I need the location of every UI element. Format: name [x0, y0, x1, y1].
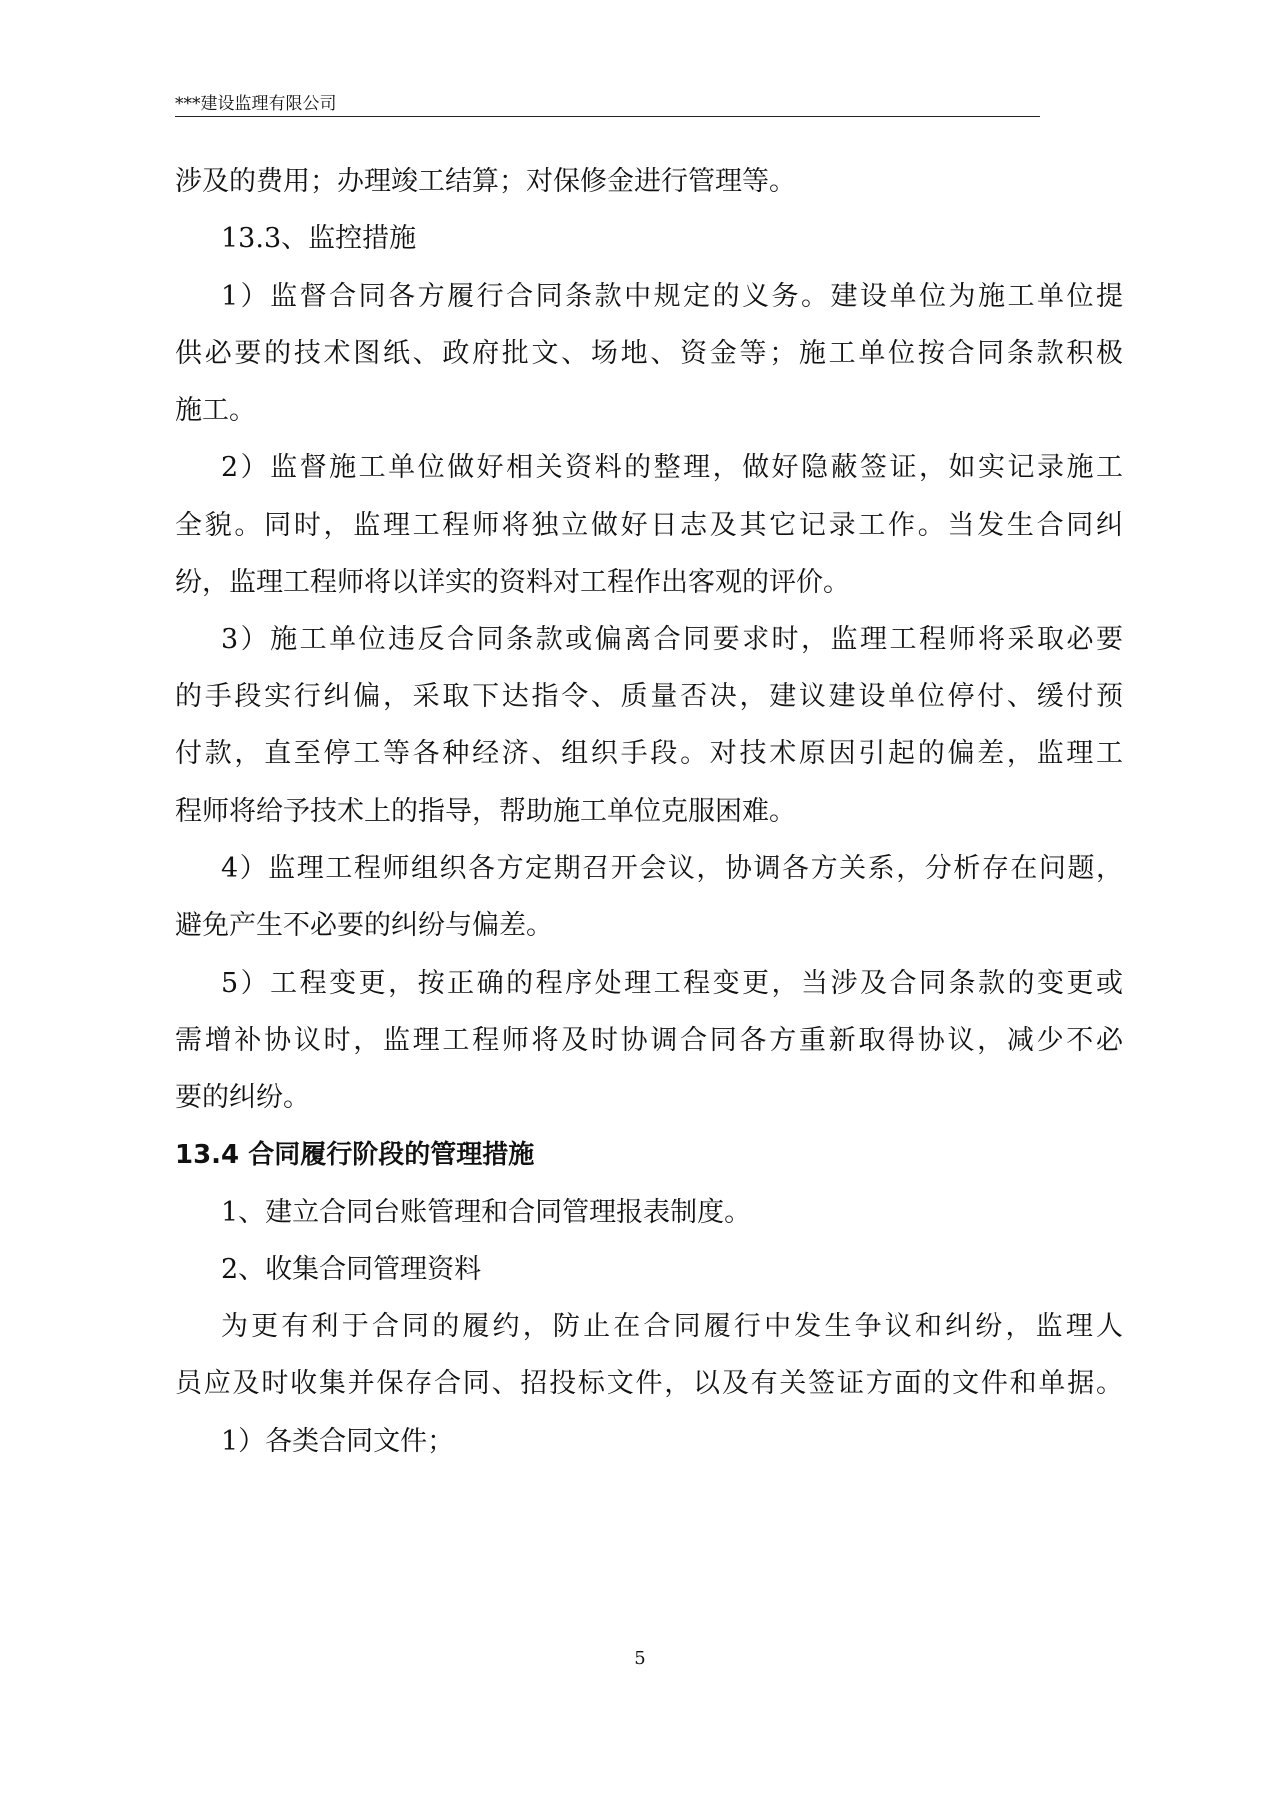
paragraph-line: 的手段实行纠偏，采取下达指令、质量否决，建议建设单位停付、缓付预: [175, 681, 1123, 712]
paragraph-line: 1）监督合同各方履行合同条款中规定的义务。建设单位为施工单位提: [221, 281, 1123, 312]
list-item: 1、建立合同台账管理和合同管理报表制度。: [221, 1197, 752, 1228]
paragraph-line: 2）监督施工单位做好相关资料的整理，做好隐蔽签证，如实记录施工: [221, 452, 1123, 483]
list-item: 1）各类合同文件；: [221, 1426, 455, 1457]
page-header: [175, 90, 1040, 117]
paragraph-line: 要的纠纷。: [175, 1082, 310, 1113]
paragraph-line: 程师将给予技术上的指导，帮助施工单位克服困难。: [175, 796, 796, 827]
paragraph-line: 员应及时收集并保存合同、招投标文件，以及有关签证方面的文件和单据。: [175, 1368, 1123, 1399]
page-number: 5: [634, 1648, 646, 1669]
paragraph-line: 全貌。同时，监理工程师将独立做好日志及其它记录工作。当发生合同纠: [175, 510, 1123, 541]
section-13-4-heading: 13.4 合同履行阶段的管理措施: [175, 1140, 535, 1170]
paragraph-line: 纷，监理工程师将以详实的资料对工程作出客观的评价。: [175, 567, 850, 598]
paragraph-line: 涉及的费用；办理竣工结算；对保修金进行管理等。: [175, 166, 796, 197]
paragraph-line: 4）监理工程师组织各方定期召开会议，协调各方关系，分析存在问题，: [221, 853, 1123, 884]
paragraph-line: 3）施工单位违反合同条款或偏离合同要求时，监理工程师将采取必要: [221, 624, 1123, 655]
paragraph-line: 5）工程变更，按正确的程序处理工程变更，当涉及合同条款的变更或: [221, 968, 1123, 999]
paragraph-line: 施工。: [175, 395, 256, 426]
list-item: 2、收集合同管理资料: [221, 1254, 482, 1285]
paragraph-line: 供必要的技术图纸、政府批文、场地、资金等；施工单位按合同条款积极: [175, 338, 1123, 369]
header-company-name: ***建设监理有限公司: [175, 94, 337, 114]
paragraph-line: 为更有利于合同的履约，防止在合同履行中发生争议和纠纷，监理人: [221, 1311, 1123, 1342]
paragraph-line: 需增补协议时，监理工程师将及时协调合同各方重新取得协议，减少不必: [175, 1025, 1123, 1056]
paragraph-line: 付款，直至停工等各种经济、组织手段。对技术原因引起的偏差，监理工: [175, 738, 1123, 769]
section-13-3-title: 13.3、监控措施: [221, 223, 417, 254]
paragraph-line: 避免产生不必要的纠纷与偏差。: [175, 910, 553, 941]
